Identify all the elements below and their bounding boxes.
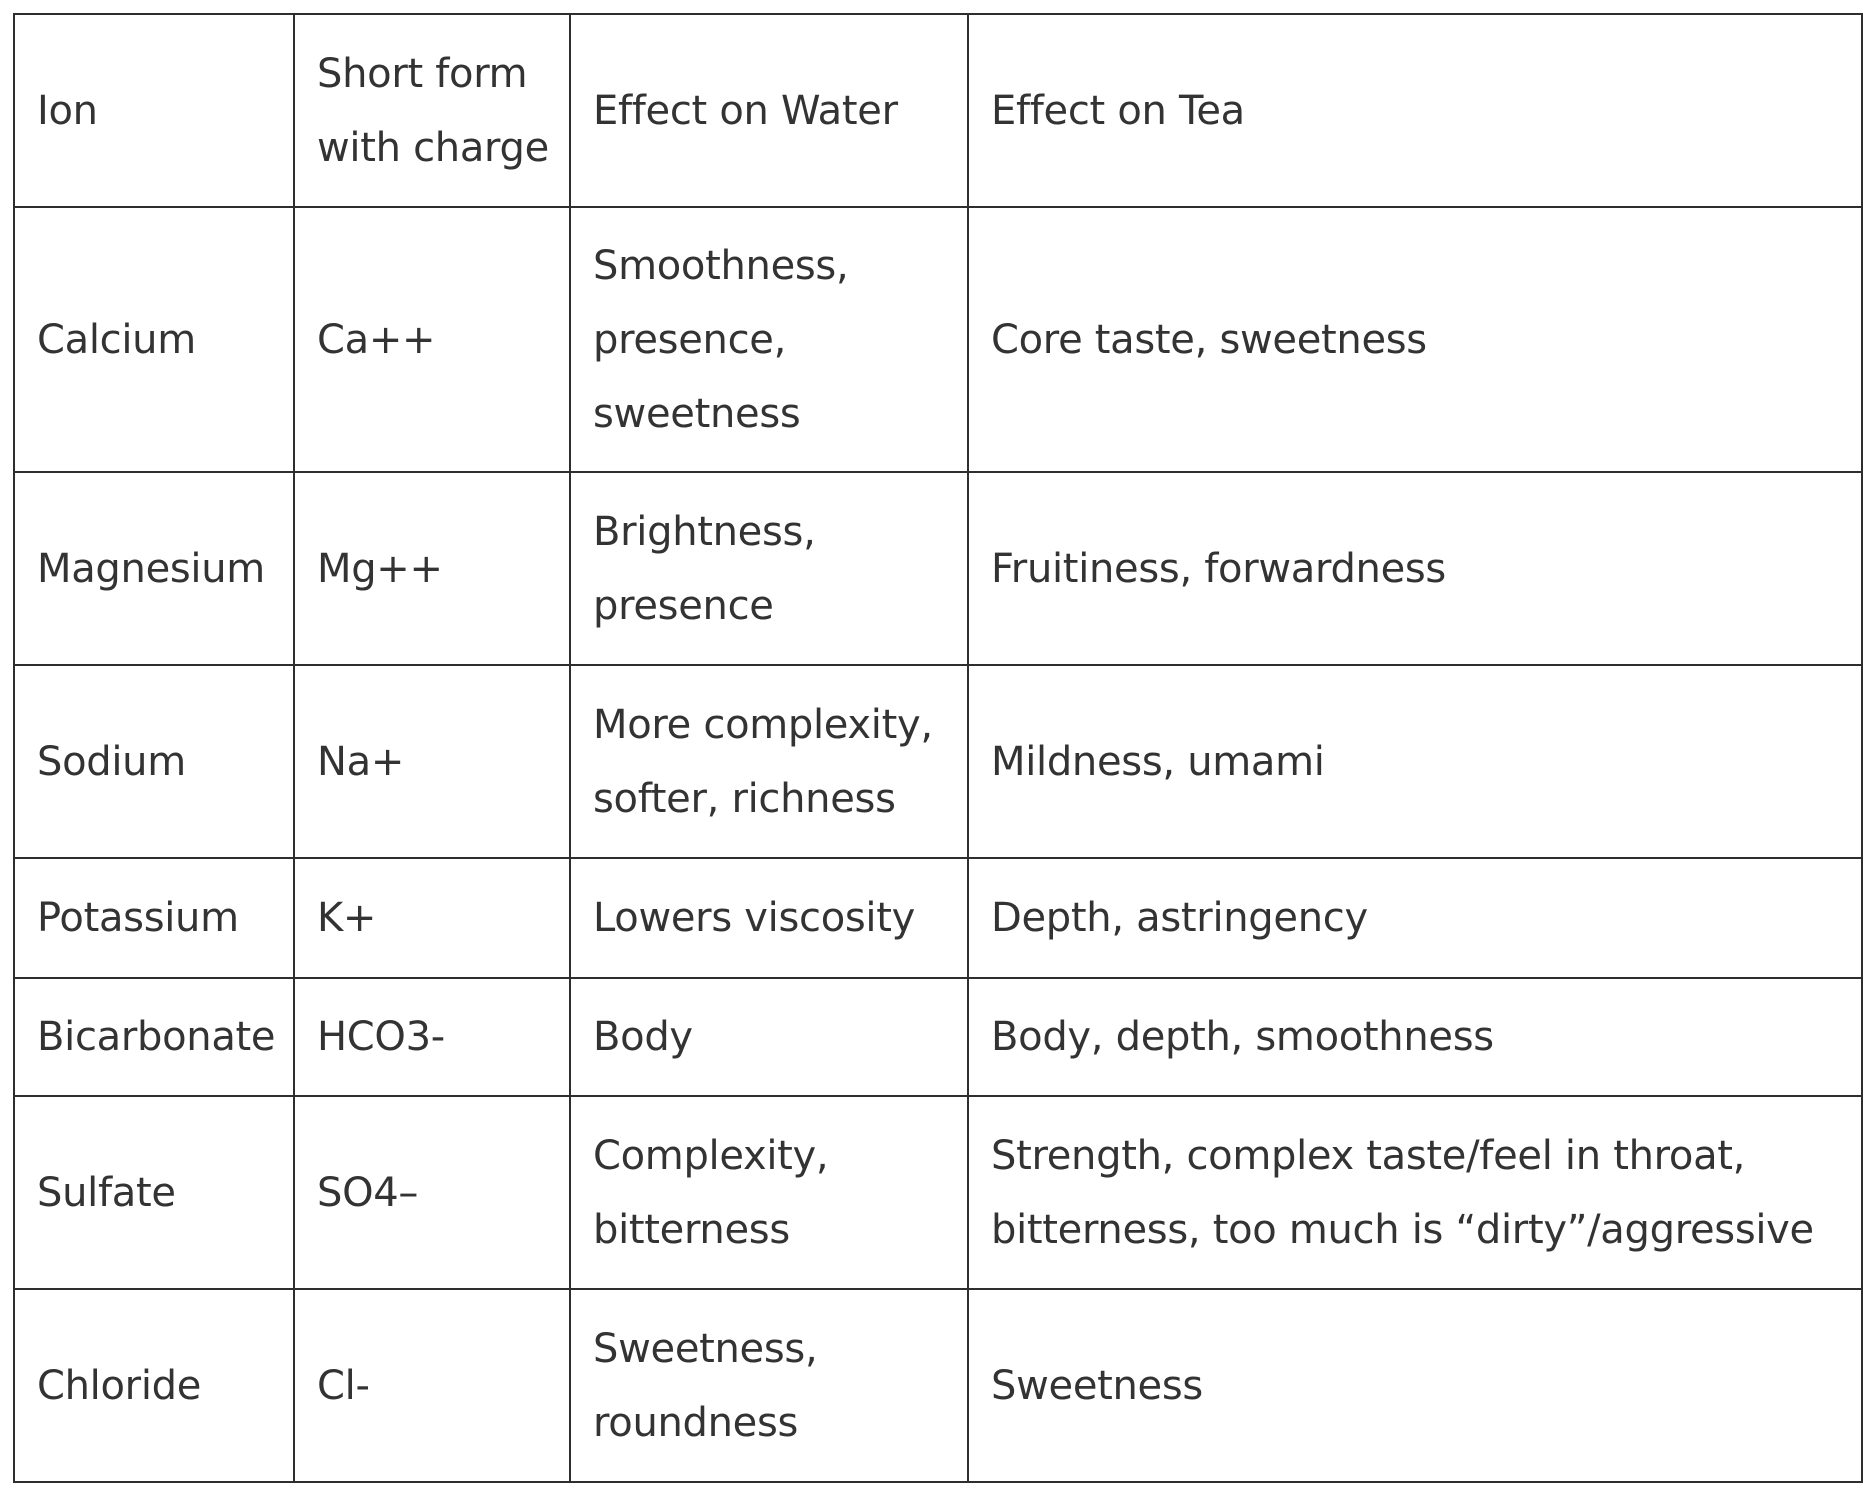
cell-effect-on-water: Smoothness, presence, sweetness <box>570 207 968 472</box>
cell-effect-on-tea: Fruitiness, forwardness <box>968 472 1862 665</box>
cell-short-form: Na+ <box>294 665 570 858</box>
cell-short-form: K+ <box>294 858 570 978</box>
cell-effect-on-water: Lowers viscosity <box>570 858 968 978</box>
table-row <box>14 207 1862 472</box>
table-row <box>14 665 1862 858</box>
header-effect-on-tea: Effect on Tea <box>968 14 1862 207</box>
cell-effect-on-water: Brightness, presence <box>570 472 968 665</box>
table-row <box>14 978 1862 1096</box>
cell-ion: Potassium <box>14 858 294 978</box>
cell-effect-on-tea: Core taste, sweetness <box>968 207 1862 472</box>
cell-effect-on-tea: Sweetness <box>968 1289 1862 1482</box>
cell-ion: Magnesium <box>14 472 294 665</box>
cell-effect-on-tea: Strength, complex taste/feel in throat, bitterness, too much is “dirty”/aggressive <box>968 1096 1862 1289</box>
cell-short-form: HCO3- <box>294 978 570 1096</box>
cell-ion: Calcium <box>14 207 294 472</box>
header-short-form: Short form with charge <box>294 14 570 207</box>
table-row <box>14 858 1862 978</box>
ion-effects-table <box>13 13 1863 1483</box>
cell-effect-on-water: Body <box>570 978 968 1096</box>
cell-short-form: Mg++ <box>294 472 570 665</box>
cell-ion: Chloride <box>14 1289 294 1482</box>
cell-short-form: Cl- <box>294 1289 570 1482</box>
cell-ion: Bicarbonate <box>14 978 294 1096</box>
table-row <box>14 472 1862 665</box>
header-effect-on-water: Effect on Water <box>570 14 968 207</box>
table-row <box>14 1289 1862 1482</box>
cell-short-form: SO4– <box>294 1096 570 1289</box>
cell-effect-on-water: Complexity, bitterness <box>570 1096 968 1289</box>
cell-ion: Sodium <box>14 665 294 858</box>
cell-effect-on-water: Sweetness, roundness <box>570 1289 968 1482</box>
cell-effect-on-tea: Mildness, umami <box>968 665 1862 858</box>
table-row <box>14 1096 1862 1289</box>
header-ion: Ion <box>14 14 294 207</box>
table-header-row <box>14 14 1862 207</box>
cell-ion: Sulfate <box>14 1096 294 1289</box>
cell-effect-on-tea: Body, depth, smoothness <box>968 978 1862 1096</box>
cell-short-form: Ca++ <box>294 207 570 472</box>
cell-effect-on-tea: Depth, astringency <box>968 858 1862 978</box>
cell-effect-on-water: More complexity, softer, richness <box>570 665 968 858</box>
